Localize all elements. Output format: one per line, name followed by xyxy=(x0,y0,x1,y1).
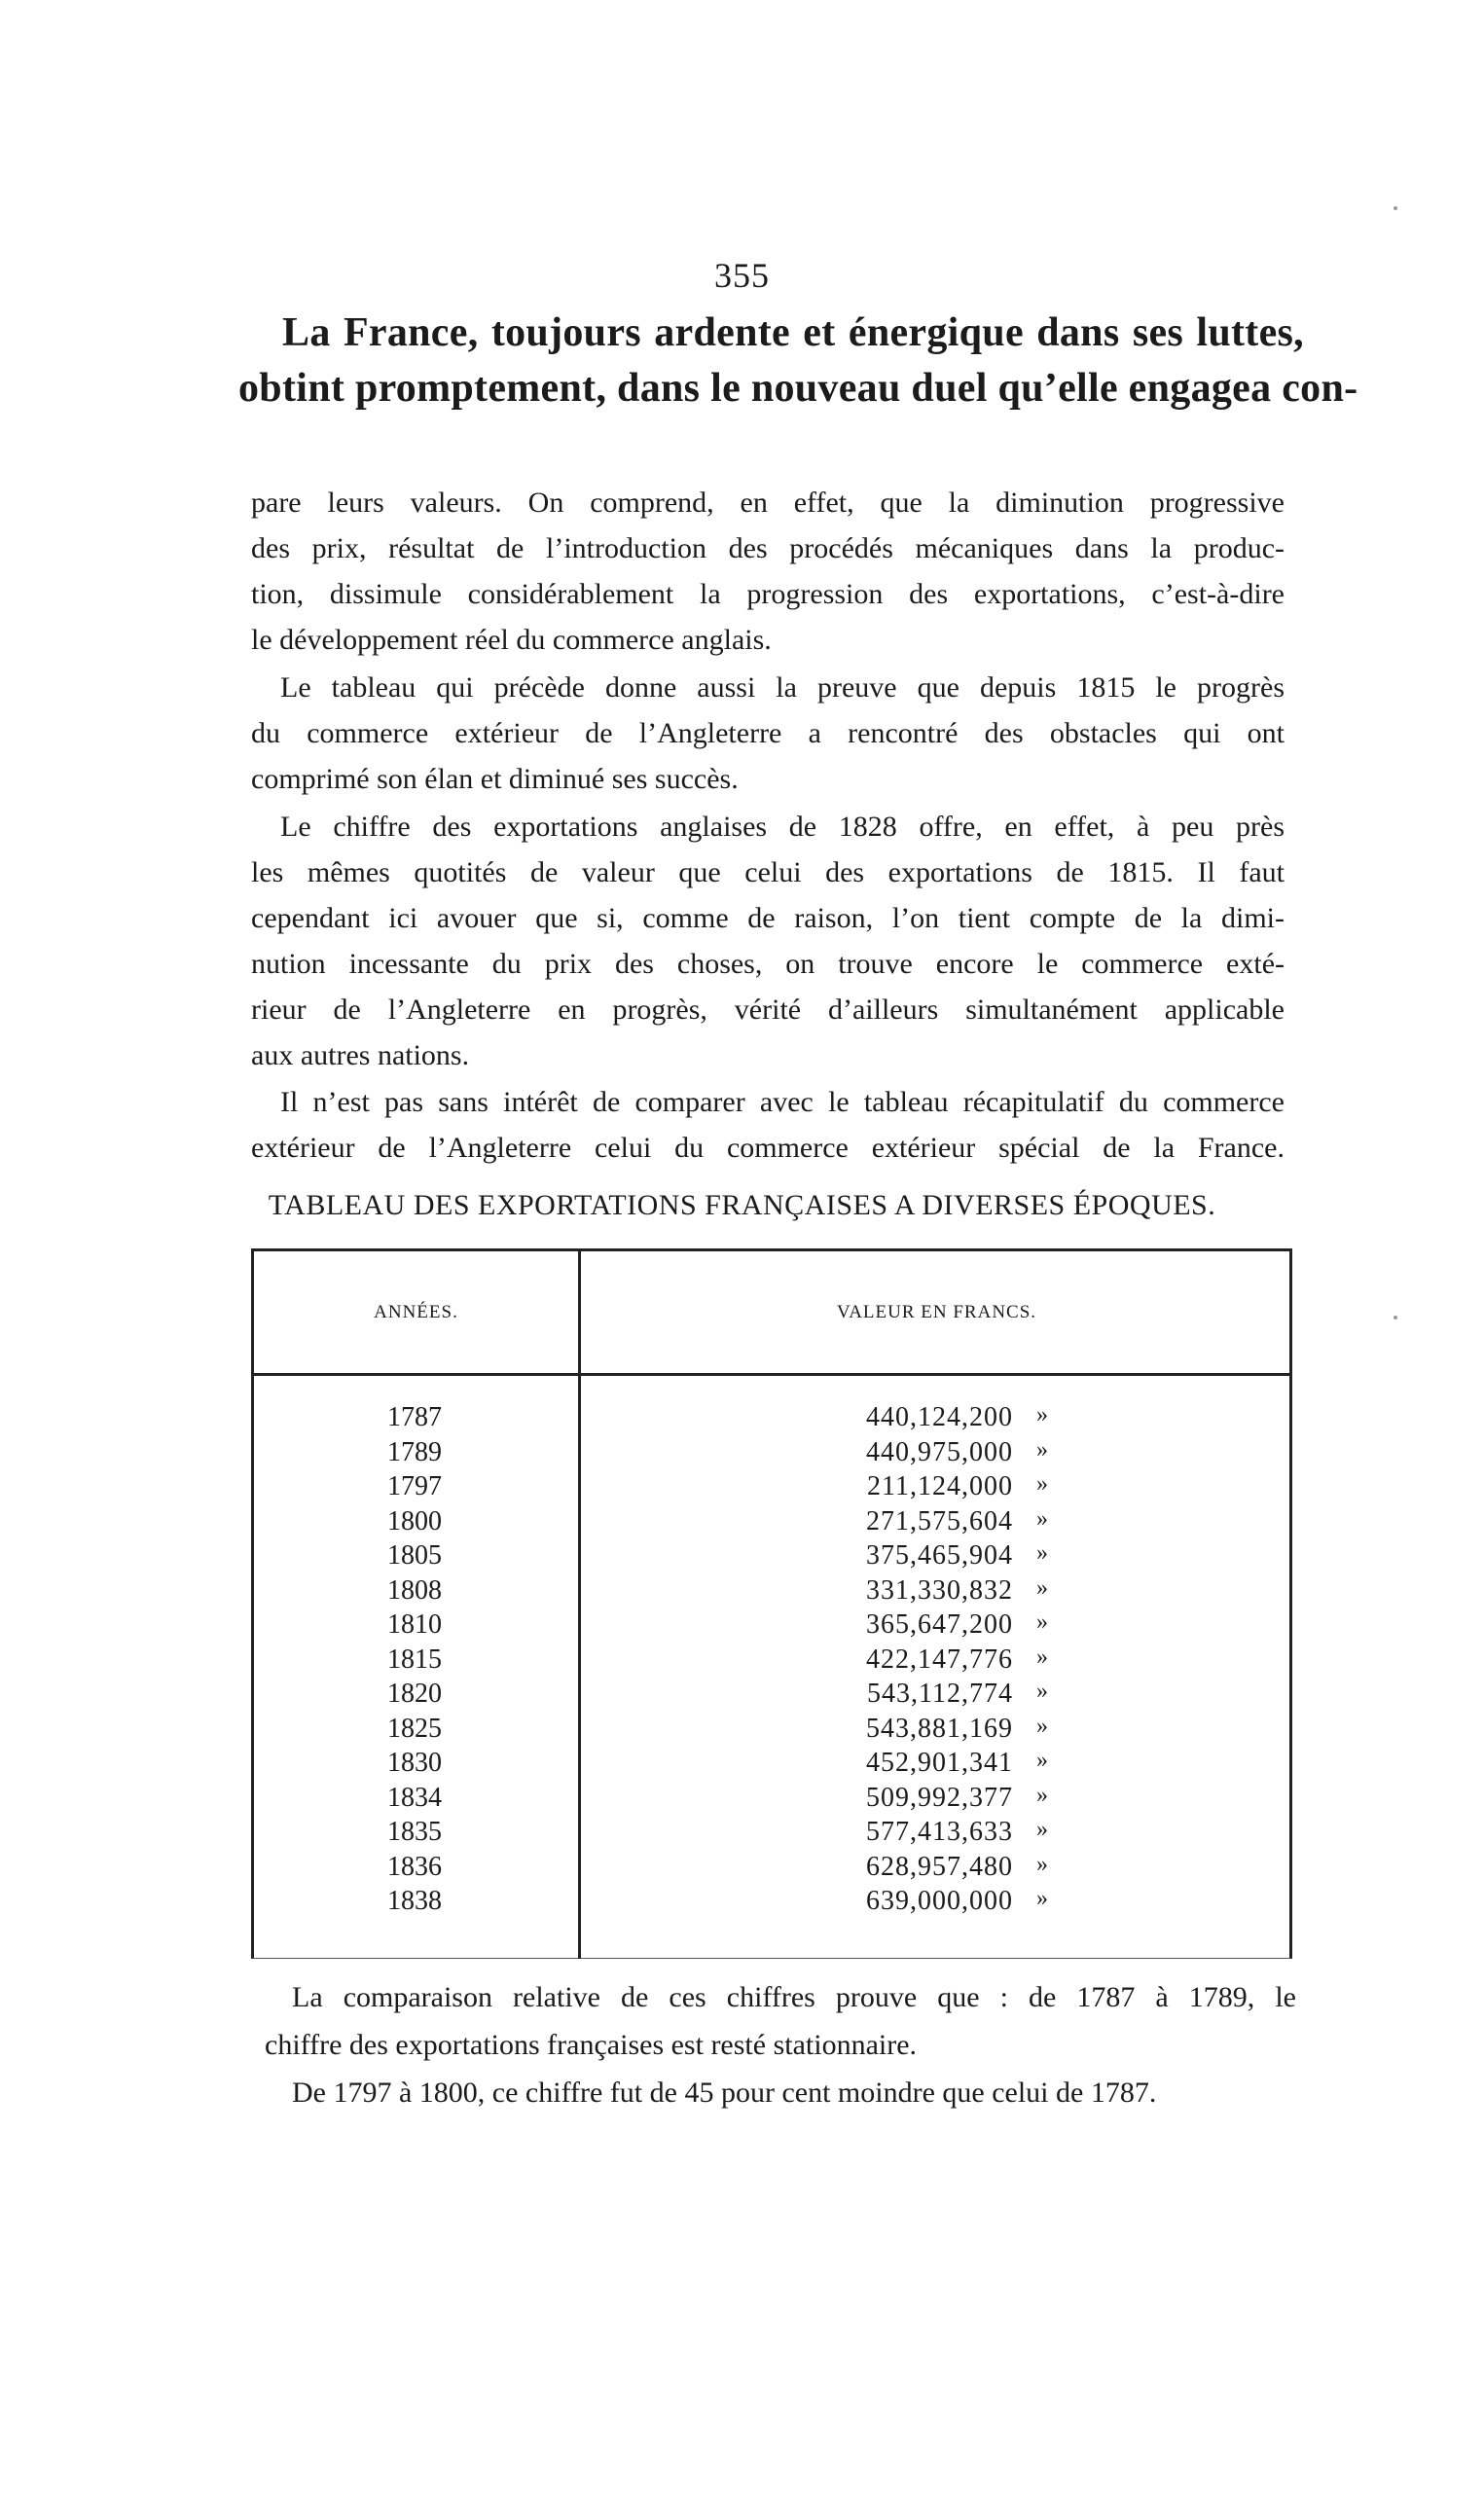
year-cell: 1830 xyxy=(387,1748,442,1778)
after-line: chiffre des exportations françaises est resté stationnaire. xyxy=(265,2029,918,2061)
value-cell: 639,000,000 xyxy=(866,1886,1013,1916)
page-speck xyxy=(1394,1316,1397,1319)
body-line: du commerce extérieur de l’Angleterre a rencontré des obstacles qui ont xyxy=(251,717,1285,749)
year-cell: 1815 xyxy=(387,1644,442,1675)
table-row xyxy=(254,1471,1289,1505)
ditto-mark: » xyxy=(1036,1748,1048,1773)
body-line: Le chiffre des exportations anglaises de 1828 offre, en effet, à peu près xyxy=(280,811,1285,843)
ditto-mark: » xyxy=(1036,1851,1048,1877)
table-row xyxy=(254,1402,1289,1436)
table-row xyxy=(254,1609,1289,1644)
body-line: nution incessante du prix des choses, on trouve encore le commerce exté- xyxy=(251,948,1285,980)
ditto-mark: » xyxy=(1036,1402,1048,1427)
ditto-mark: » xyxy=(1036,1540,1048,1566)
heading-line-2: obtint promptement, dans le nouveau duel qu’elle engagea con- xyxy=(238,366,1358,411)
value-cell: 440,124,200 xyxy=(866,1402,1013,1432)
ditto-mark: » xyxy=(1036,1505,1048,1532)
value-cell: 440,975,000 xyxy=(866,1436,1013,1467)
ditto-mark: » xyxy=(1036,1713,1048,1739)
value-cell: 211,124,000 xyxy=(867,1471,1013,1501)
table-row xyxy=(254,1575,1289,1609)
ditto-mark: » xyxy=(1036,1782,1048,1808)
table-row xyxy=(254,1748,1289,1782)
table-row xyxy=(254,1714,1289,1748)
year-cell: 1836 xyxy=(387,1851,442,1882)
body-line: rieur de l’Angleterre en progrès, vérité d’ailleurs simultanément applicable xyxy=(251,994,1285,1026)
body-line: des prix, résultat de l’introduction des procédés mécaniques dans la produc- xyxy=(251,532,1285,564)
year-cell: 1834 xyxy=(387,1782,442,1813)
year-cell: 1808 xyxy=(387,1574,442,1606)
body-line: extérieur de l’Angleterre celui du commerce extérieur spécial de la France. xyxy=(251,1132,1285,1164)
heading-line-1: La France, toujours ardente et énergique dans ses luttes, xyxy=(282,310,1304,355)
body-line: cependant ici avouer que si, comme de raison, l’on tient compte de la dimi- xyxy=(251,902,1285,934)
ditto-mark: » xyxy=(1036,1471,1048,1497)
value-cell: 422,147,776 xyxy=(866,1644,1013,1675)
body-line: aux autres nations. xyxy=(251,1039,470,1071)
table-title: TABLEAU DES EXPORTATIONS FRANÇAISES A DIVERSES ÉPOQUES. xyxy=(268,1189,1216,1221)
year-cell: 1838 xyxy=(387,1886,442,1916)
ditto-mark: » xyxy=(1036,1886,1048,1911)
page-speck xyxy=(1394,206,1397,210)
table-row xyxy=(254,1679,1289,1713)
value-cell: 577,413,633 xyxy=(866,1817,1013,1847)
header-divider xyxy=(254,1373,1289,1376)
value-cell: 365,647,200 xyxy=(866,1609,1013,1640)
year-cell: 1787 xyxy=(387,1402,442,1432)
column-header-years: ANNÉES. xyxy=(374,1302,458,1322)
table-row xyxy=(254,1644,1289,1679)
value-cell: 331,330,832 xyxy=(866,1574,1013,1606)
ditto-mark: » xyxy=(1036,1574,1048,1601)
ditto-mark: » xyxy=(1036,1644,1048,1670)
value-cell: 543,881,169 xyxy=(866,1713,1013,1744)
value-cell: 543,112,774 xyxy=(867,1679,1013,1709)
value-cell: 509,992,377 xyxy=(866,1782,1013,1813)
year-cell: 1835 xyxy=(387,1817,442,1847)
value-cell: 271,575,604 xyxy=(866,1505,1013,1536)
after-line: De 1797 à 1800, ce chiffre fut de 45 pour cent moindre que celui de 1787. xyxy=(292,2077,1157,2109)
exports-table xyxy=(251,1248,1292,1959)
table-row xyxy=(254,1783,1289,1817)
year-cell: 1797 xyxy=(387,1471,442,1501)
ditto-mark: » xyxy=(1036,1679,1048,1704)
body-line: tion, dissimule considérablement la progression des exportations, c’est-à-dire xyxy=(251,578,1285,610)
year-cell: 1789 xyxy=(387,1436,442,1467)
table-row xyxy=(254,1506,1289,1540)
page-number: 355 xyxy=(714,256,770,295)
table-row xyxy=(254,1437,1289,1471)
body-line: Le tableau qui précède donne aussi la preuve que depuis 1815 le progrès xyxy=(280,671,1285,704)
ditto-mark: » xyxy=(1036,1609,1048,1635)
body-line: comprimé son élan et diminué ses succès. xyxy=(251,763,739,795)
table-row xyxy=(254,1886,1289,1920)
column-header-values: VALEUR EN FRANCS. xyxy=(836,1302,1037,1322)
table-row xyxy=(254,1852,1289,1886)
table-row xyxy=(254,1540,1289,1574)
value-cell: 452,901,341 xyxy=(866,1748,1013,1778)
year-cell: 1820 xyxy=(387,1679,442,1709)
value-cell: 375,465,904 xyxy=(866,1540,1013,1571)
body-line: pare leurs valeurs. On comprend, en effet, que la diminution progressive xyxy=(251,487,1285,519)
body-line: les mêmes quotités de valeur que celui des exportations de 1815. Il faut xyxy=(251,856,1285,888)
ditto-mark: » xyxy=(1036,1436,1048,1463)
body-line: le développement réel du commerce anglais. xyxy=(251,624,772,656)
body-line: Il n’est pas sans intérêt de comparer avec le tableau récapitulatif du commerce xyxy=(280,1086,1285,1118)
after-line: La comparaison relative de ces chiffres prouve que : de 1787 à 1789, le xyxy=(292,1981,1296,2013)
year-cell: 1825 xyxy=(387,1713,442,1744)
table-row xyxy=(254,1817,1289,1851)
year-cell: 1810 xyxy=(387,1609,442,1640)
value-cell: 628,957,480 xyxy=(866,1851,1013,1882)
ditto-mark: » xyxy=(1036,1817,1048,1842)
year-cell: 1800 xyxy=(387,1505,442,1536)
year-cell: 1805 xyxy=(387,1540,442,1571)
